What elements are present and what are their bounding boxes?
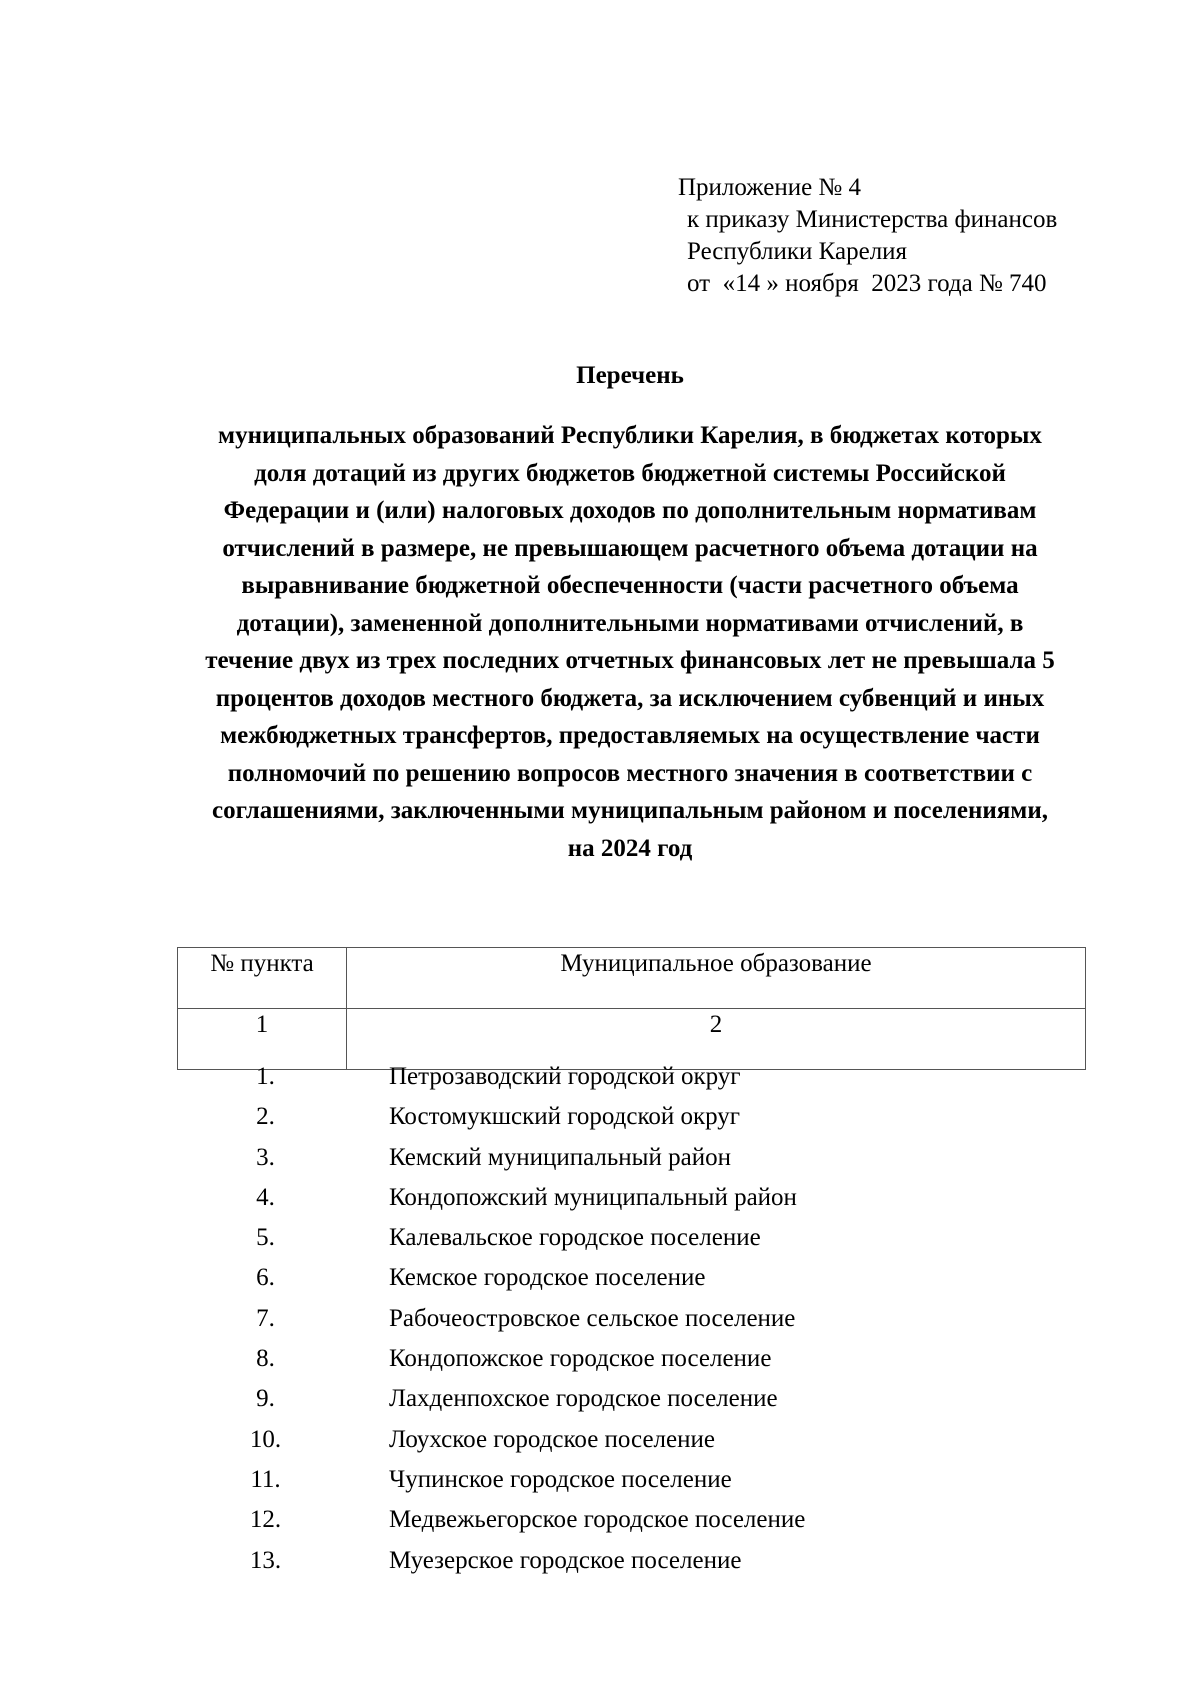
table-header-row (178, 948, 1086, 1009)
subtitle-line: течение двух из трех последних отчетных финансовых лет не превышала 5 (205, 647, 1055, 674)
row-number: 12. (249, 1506, 282, 1534)
row-name: Кемское городское поселение (389, 1264, 706, 1292)
table-row (177, 1466, 1086, 1506)
row-number: 13. (249, 1546, 282, 1574)
subtitle-line: полномочий по решению вопросов местного значения в соответствии с (227, 759, 1033, 787)
row-name: Костомукшский городской округ (389, 1103, 741, 1131)
header-cell-number: № пункта (178, 948, 347, 1009)
subtitle-line: процентов доходов местного бюджета, за исключением субвенций и иных (215, 684, 1045, 712)
subtitle-line: доля дотаций из других бюджетов бюджетной системы Российской (254, 459, 1006, 487)
row-number: 3. (256, 1143, 275, 1171)
row-name: Петрозаводский городской округ (389, 1063, 741, 1090)
appendix-line: Республики Карелия (687, 238, 908, 265)
row-name: Калевальское городское поселение (389, 1224, 761, 1252)
appendix-line: Приложение № 4 (678, 174, 862, 201)
municipality-list (177, 1063, 1086, 1587)
appendix-line: от «14 » ноября 2023 года № 740 (687, 270, 1047, 297)
table-row (177, 1103, 1086, 1143)
subtitle-line: дотации), замененной дополнительными нормативами отчислений, в (236, 609, 1024, 637)
subtitle-line: Федерации и (или) налоговых доходов по дополнительным нормативам (223, 497, 1037, 524)
document-subtitle (140, 417, 1120, 867)
row-number: 2. (256, 1103, 275, 1131)
row-number: 4. (256, 1183, 275, 1211)
row-name: Рабочеостровское сельское поселение (389, 1304, 796, 1332)
document-title: Перечень (576, 362, 684, 389)
table-column-numbers-row (178, 1009, 1086, 1070)
table-row (177, 1224, 1086, 1264)
row-name: Чупинское городское поселение (389, 1465, 732, 1493)
table-row (177, 1426, 1086, 1466)
row-number: 11. (250, 1465, 281, 1493)
header-cell-municipality: Муниципальное образование (347, 948, 1086, 1009)
subtitle-line: выравнивание бюджетной обеспеченности (части расчетного объема (241, 572, 1019, 599)
row-number: 1. (256, 1063, 275, 1090)
row-number: 6. (256, 1264, 275, 1292)
column-number-cell: 1 (178, 1009, 347, 1070)
row-number: 9. (256, 1385, 275, 1413)
table-row (177, 1345, 1086, 1385)
table-header (177, 947, 1086, 1070)
row-name: Лахденпохское городское поселение (389, 1385, 778, 1413)
table-row (177, 1144, 1086, 1184)
table-row (177, 1305, 1086, 1345)
table-row (177, 1506, 1086, 1546)
table-row (177, 1063, 1086, 1103)
subtitle-line: муниципальных образований Республики Карелия, в бюджетах которых (218, 422, 1042, 449)
row-name: Лоухское городское поселение (389, 1425, 715, 1453)
row-name: Муезерское городское поселение (389, 1546, 742, 1574)
row-number: 10. (249, 1425, 282, 1453)
row-number: 7. (256, 1304, 275, 1332)
table-row (177, 1264, 1086, 1304)
subtitle-line: отчислений в размере, не превышающем расчетного объема дотации на (222, 534, 1038, 562)
subtitle-line: межбюджетных трансфертов, предоставляемых на осуществление части (220, 722, 1040, 749)
appendix-block (678, 172, 1057, 300)
row-name: Кемский муниципальный район (389, 1143, 731, 1171)
subtitle-line: соглашениями, заключенными муниципальным районом и поселениями, (212, 797, 1048, 824)
row-name: Медвежьегорское городское поселение (389, 1506, 806, 1534)
table-row (177, 1385, 1086, 1425)
table-row (177, 1547, 1086, 1587)
appendix-line: к приказу Министерства финансов (687, 206, 1058, 233)
subtitle-line: на 2024 год (567, 834, 693, 862)
row-name: Кондопожское городское поселение (389, 1345, 772, 1373)
row-number: 5. (256, 1224, 275, 1252)
column-number-cell: 2 (347, 1009, 1086, 1070)
row-number: 8. (256, 1345, 275, 1373)
row-name: Кондопожский муниципальный район (389, 1183, 797, 1211)
table-row (177, 1184, 1086, 1224)
